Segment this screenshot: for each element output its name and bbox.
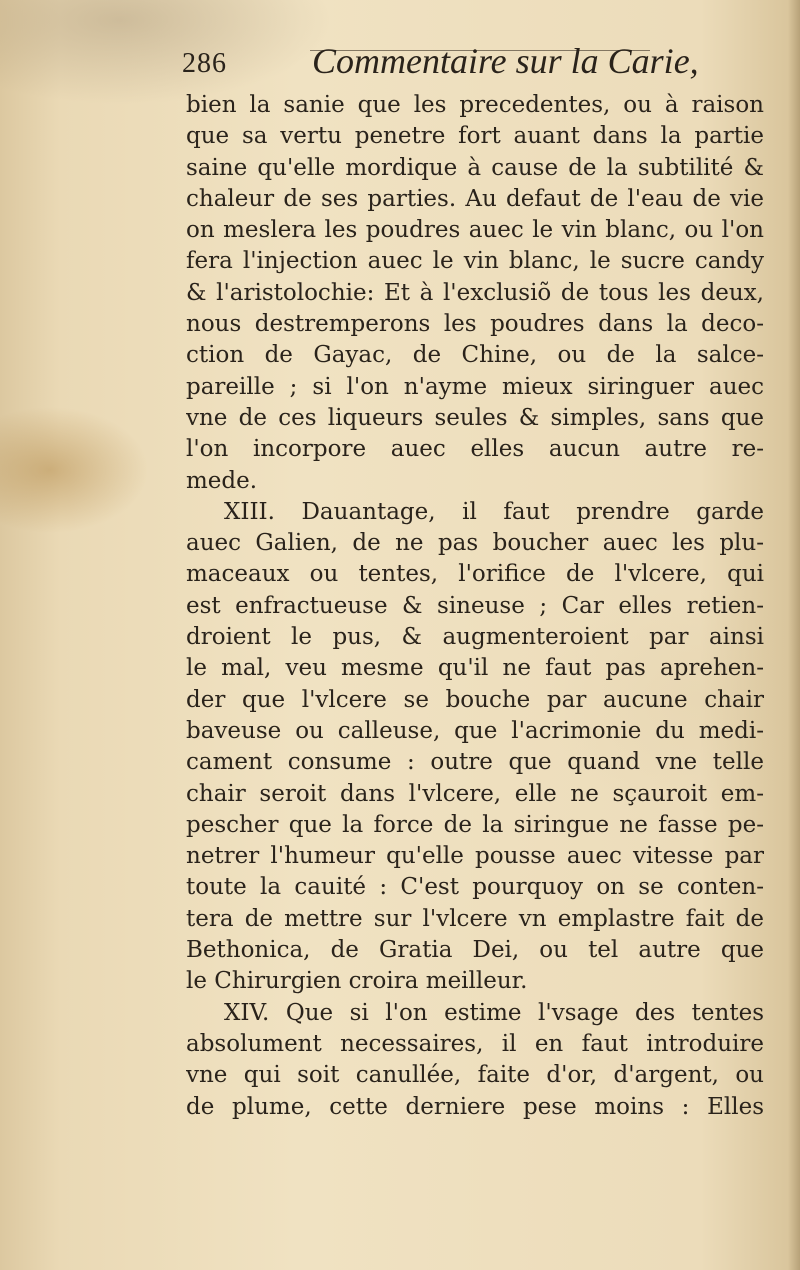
text-line: netrer l'humeur qu'elle pousse auec vitesse par <box>186 843 764 870</box>
text-line: auec Galien, de ne pas boucher auec les plu- <box>186 530 764 557</box>
text-line: de plume, cette derniere pese moins : Elles <box>186 1093 764 1120</box>
text-line: baveuse ou calleuse, que l'acrimonie du medi- <box>186 717 764 744</box>
text-line: maceaux ou tentes, l'orifice de l'vlcere, qui <box>186 561 764 588</box>
text-line: fera l'injection auec le vin blanc, le sucre candy <box>186 248 764 275</box>
text-line: ction de Gayac, de Chine, ou de la salce- <box>186 342 764 369</box>
text-line: XIV. Que si l'on estime l'vsage des tentes <box>224 999 764 1026</box>
body-text <box>186 90 764 1123</box>
text-line: saine qu'elle mordique à cause de la subtilité & <box>186 154 764 181</box>
text-line: que sa vertu penetre fort auant dans la partie <box>186 123 764 150</box>
text-line: absolument necessaires, il en faut introduire <box>186 1030 764 1057</box>
text-line: chaleur de ses parties. Au defaut de l'eau de vie <box>186 185 764 212</box>
text-line: le mal, veu mesme qu'il ne faut pas aprehen- <box>186 655 764 682</box>
text-line: vne de ces liqueurs seules & simples, sans que <box>186 404 764 431</box>
text-line: cament consume : outre que quand vne telle <box>186 749 764 776</box>
text-line: Bethonica, de Gratia Dei, ou tel autre que <box>186 937 764 964</box>
text-line: der que l'vlcere se bouche par aucune chair <box>186 686 764 713</box>
text-line: XIII. Dauantage, il faut prendre garde <box>224 498 764 525</box>
text-line: vne qui soit canullée, faite d'or, d'argent, ou <box>186 1062 764 1089</box>
text-line: pareille ; si l'on n'ayme mieux siringuer auec <box>186 373 764 400</box>
page-edge-shadow <box>788 0 800 1270</box>
running-title: Commentaire sur la Carie, <box>312 41 699 81</box>
text-line: on meslera les poudres auec le vin blanc, ou l'on <box>186 217 764 244</box>
text-line: & l'aristolochie: Et à l'exclusiõ de tous les deux, <box>186 279 764 306</box>
text-line: nous destremperons les poudres dans la deco- <box>186 311 764 338</box>
text-line: le Chirurgien croira meilleur. <box>186 968 528 995</box>
text-line: toute la cauité : C'est pourquoy on se conten- <box>186 874 764 901</box>
text-line: mede. <box>186 467 258 494</box>
text-line: tera de mettre sur l'vlcere vn emplastre fait de <box>186 905 764 932</box>
text-line: l'on incorpore auec elles aucun autre re- <box>186 436 764 463</box>
text-line: pescher que la force de la siringue ne fasse pe- <box>186 811 764 838</box>
text-line: chair seroit dans l'vlcere, elle ne sçauroit em- <box>186 780 764 807</box>
text-line: droient le pus, & augmenteroient par ainsi <box>186 624 764 651</box>
text-line: bien la sanie que les precedentes, ou à raison <box>186 92 764 118</box>
text-line: est enfractueuse & sineuse ; Car elles retien- <box>186 592 764 619</box>
page-number: 286 <box>182 48 227 79</box>
